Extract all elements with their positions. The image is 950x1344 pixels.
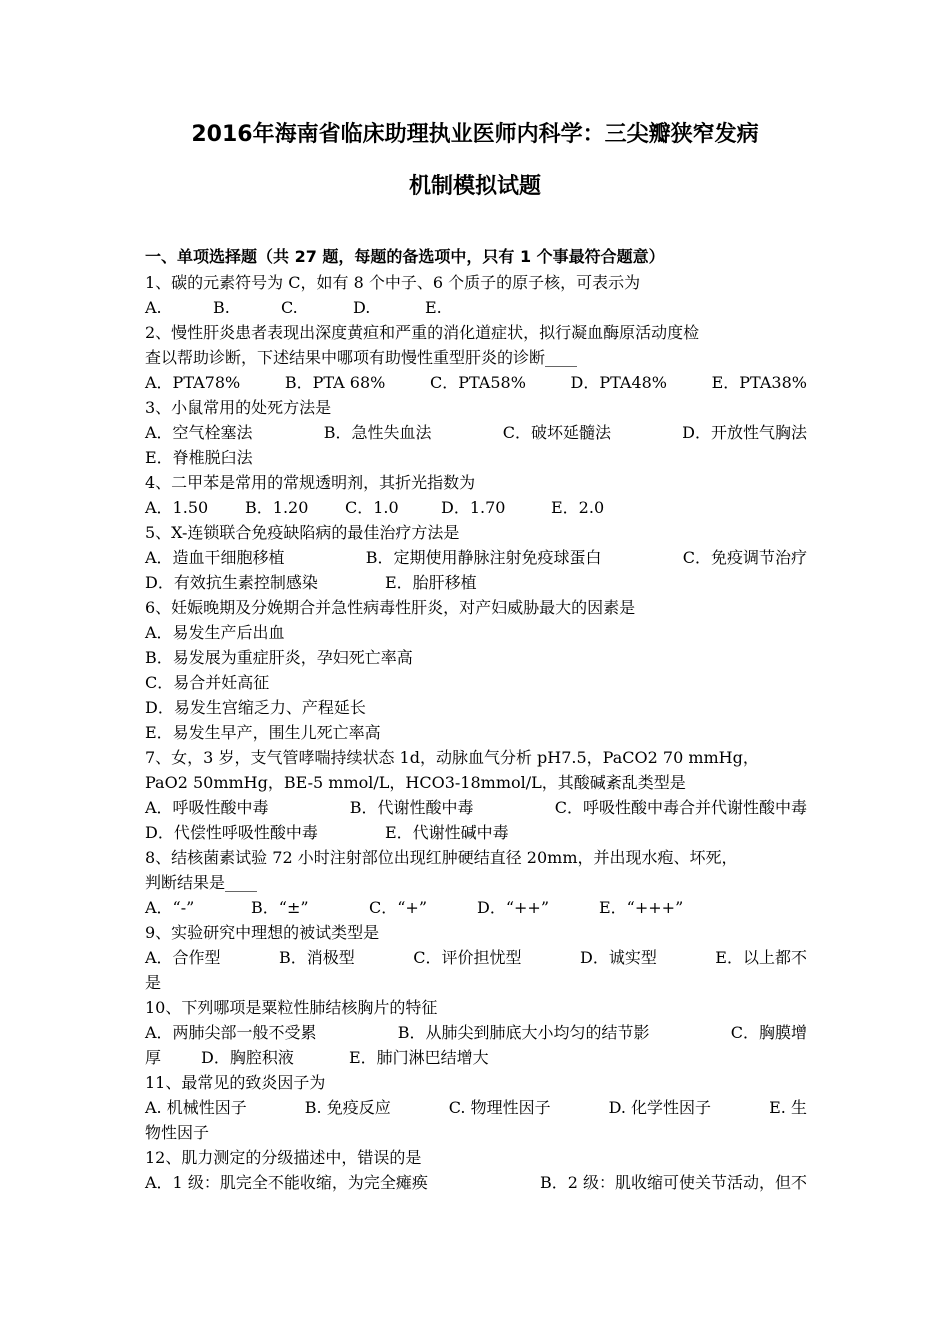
question-4-stem: 4、二甲苯是常用的常规透明剂，其折光指数为 <box>145 473 476 492</box>
question-1-stem: 1、碳的元素符号为 C，如有 8 个中子、6 个质子的原子核，可表示为 <box>145 273 641 292</box>
option-d: D．代偿性呼吸性酸中毒 <box>145 823 318 842</box>
option-d: D．1.70 <box>441 498 506 517</box>
option-b: B．代谢性酸中毒 <box>349 798 474 817</box>
question-2-stem-line-1: 2、慢性肝炎患者表现出深度黄疸和严重的消化道症状，拟行凝血酶原活动度检 <box>145 323 700 342</box>
question-9-stem: 9、实验研究中理想的被试类型是 <box>145 923 380 942</box>
option-b: B．急性失血法 <box>323 423 432 442</box>
option-a: A. <box>145 298 162 317</box>
question-11-stem: 11、最常见的致炎因子为 <box>145 1073 326 1092</box>
option-a: A．1 级：肌完全不能收缩，为完全瘫痪 <box>145 1173 428 1192</box>
question-6-option-a: A．易发生产后出血 <box>145 623 285 642</box>
question-7-options <box>145 797 807 819</box>
option-a: A．合作型 <box>145 948 221 967</box>
option-e: E．肺门淋巴结增大 <box>349 1048 489 1067</box>
option-d: D. 化学性因子 <box>608 1098 712 1117</box>
document-title-line-1: 2016年海南省临床助理执业医师内科学：三尖瓣狭窄发病 <box>191 122 759 147</box>
option-a: A．造血干细胞移植 <box>145 548 285 567</box>
question-8-stem-line-1: 8、结核菌素试验 72 小时注射部位出现红肿硬结直径 20mm，并出现水疱、坏死， <box>145 848 738 867</box>
question-10-stem: 10、下列哪项是粟粒性肺结核胸片的特征 <box>145 998 438 1017</box>
option-d: D. <box>353 298 371 317</box>
question-10-options <box>145 1022 807 1044</box>
option-b: B．PTA 68% <box>284 373 386 392</box>
option-a: A．PTA78% <box>145 373 241 392</box>
option-c: C．评价担忧型 <box>413 948 522 967</box>
option-c: C．PTA58% <box>429 373 526 392</box>
option-c: C．免疫调节治疗 <box>682 548 807 567</box>
option-e: E．以上都不 <box>715 948 807 967</box>
option-c: C．胸膜增 <box>730 1023 807 1042</box>
option-e: E．2.0 <box>551 498 605 517</box>
question-10-options-2 <box>145 1047 815 1069</box>
question-3-stem: 3、小鼠常用的处死方法是 <box>145 398 332 417</box>
option-b: B．“±” <box>251 898 309 917</box>
option-b: B. <box>213 298 230 317</box>
option-e: E. <box>425 298 442 317</box>
question-3-options <box>145 422 807 444</box>
option-c: C．呼吸性酸中毒合并代谢性酸中毒 <box>554 798 807 817</box>
question-4-options <box>145 497 815 519</box>
question-8-options <box>145 897 815 919</box>
question-3-option-e: E．脊椎脱臼法 <box>145 448 253 467</box>
question-7-options-2 <box>145 822 815 844</box>
option-e: E．胎肝移植 <box>385 573 477 592</box>
question-1-options <box>145 297 815 319</box>
question-8-stem-line-2: 判断结果是____ <box>145 873 258 892</box>
question-12-options <box>145 1172 807 1194</box>
option-c: C. <box>281 298 298 317</box>
option-d: D．诚实型 <box>579 948 657 967</box>
question-11-options <box>145 1097 807 1119</box>
option-d: D．有效抗生素控制感染 <box>145 573 318 592</box>
question-2-options <box>145 372 807 394</box>
question-5-stem: 5、X-连锁联合免疫缺陷病的最佳治疗方法是 <box>145 523 460 542</box>
question-6-option-e: E．易发生早产，围生儿死亡率高 <box>145 723 381 742</box>
question-9-option-e-continued: 是 <box>145 973 162 992</box>
option-c: C．破坏延髓法 <box>502 423 611 442</box>
option-a: A．1.50 <box>145 498 209 517</box>
option-b: B．1.20 <box>245 498 309 517</box>
option-a: A．“-” <box>145 898 195 917</box>
question-6-option-d: D．易发生宫缩乏力、产程延长 <box>145 698 366 717</box>
question-5-options-2 <box>145 572 815 594</box>
document-title-line-2: 机制模拟试题 <box>408 174 541 199</box>
question-6-stem: 6、妊娠晚期及分娩期合并急性病毒性肝炎，对产妇威胁最大的因素是 <box>145 598 636 617</box>
option-d: D．胸腔积液 <box>201 1048 294 1067</box>
question-7-stem-line-1: 7、女，3 岁，支气管哮喘持续状态 1d，动脉血气分析 pH7.5，PaCO2 70 mmHg， <box>145 748 759 767</box>
option-a: A. 机械性因子 <box>145 1098 247 1117</box>
option-e: E. 生 <box>769 1098 807 1117</box>
option-b: B．消极型 <box>279 948 355 967</box>
option-c: C. 物理性因子 <box>448 1098 551 1117</box>
option-d: D．“++” <box>477 898 550 917</box>
question-12-stem: 12、肌力测定的分级描述中，错误的是 <box>145 1148 422 1167</box>
question-5-options <box>145 547 807 569</box>
section-heading: 一、单项选择题（共 27 题，每题的备选项中，只有 1 个事最符合题意） <box>145 247 665 266</box>
option-a: A．空气栓塞法 <box>145 423 253 442</box>
option-b: B．从肺尖到肺底大小均匀的结节影 <box>397 1023 650 1042</box>
question-9-options <box>145 947 807 969</box>
question-6-option-b: B．易发展为重症肝炎，孕妇死亡率高 <box>145 648 413 667</box>
option-e: E．PTA38% <box>711 373 807 392</box>
option-e: E．“+++” <box>599 898 684 917</box>
question-6-option-c: C．易合并妊高征 <box>145 673 270 692</box>
option-c-continued: 厚 <box>145 1048 162 1067</box>
option-d: D．开放性气胸法 <box>682 423 807 442</box>
option-b: B．2 级：肌收缩可使关节活动，但不 <box>539 1173 807 1192</box>
option-a: A．两肺尖部一般不受累 <box>145 1023 317 1042</box>
option-d: D．PTA48% <box>570 373 668 392</box>
option-a: A．呼吸性酸中毒 <box>145 798 269 817</box>
option-c: C．1.0 <box>345 498 399 517</box>
option-c: C．“+” <box>369 898 428 917</box>
question-11-option-e-continued: 物性因子 <box>145 1123 210 1142</box>
option-e: E．代谢性碱中毒 <box>385 823 509 842</box>
option-b: B. 免疫反应 <box>304 1098 391 1117</box>
option-b: B．定期使用静脉注射免疫球蛋白 <box>365 548 602 567</box>
question-2-stem-line-2: 查以帮助诊断，下述结果中哪项有助慢性重型肝炎的诊断____ <box>145 348 578 367</box>
question-7-stem-line-2: PaO2 50mmHg，BE-5 mmol/L，HCO3-18mmol/L，其酸碱紊乱类型是 <box>145 773 686 792</box>
